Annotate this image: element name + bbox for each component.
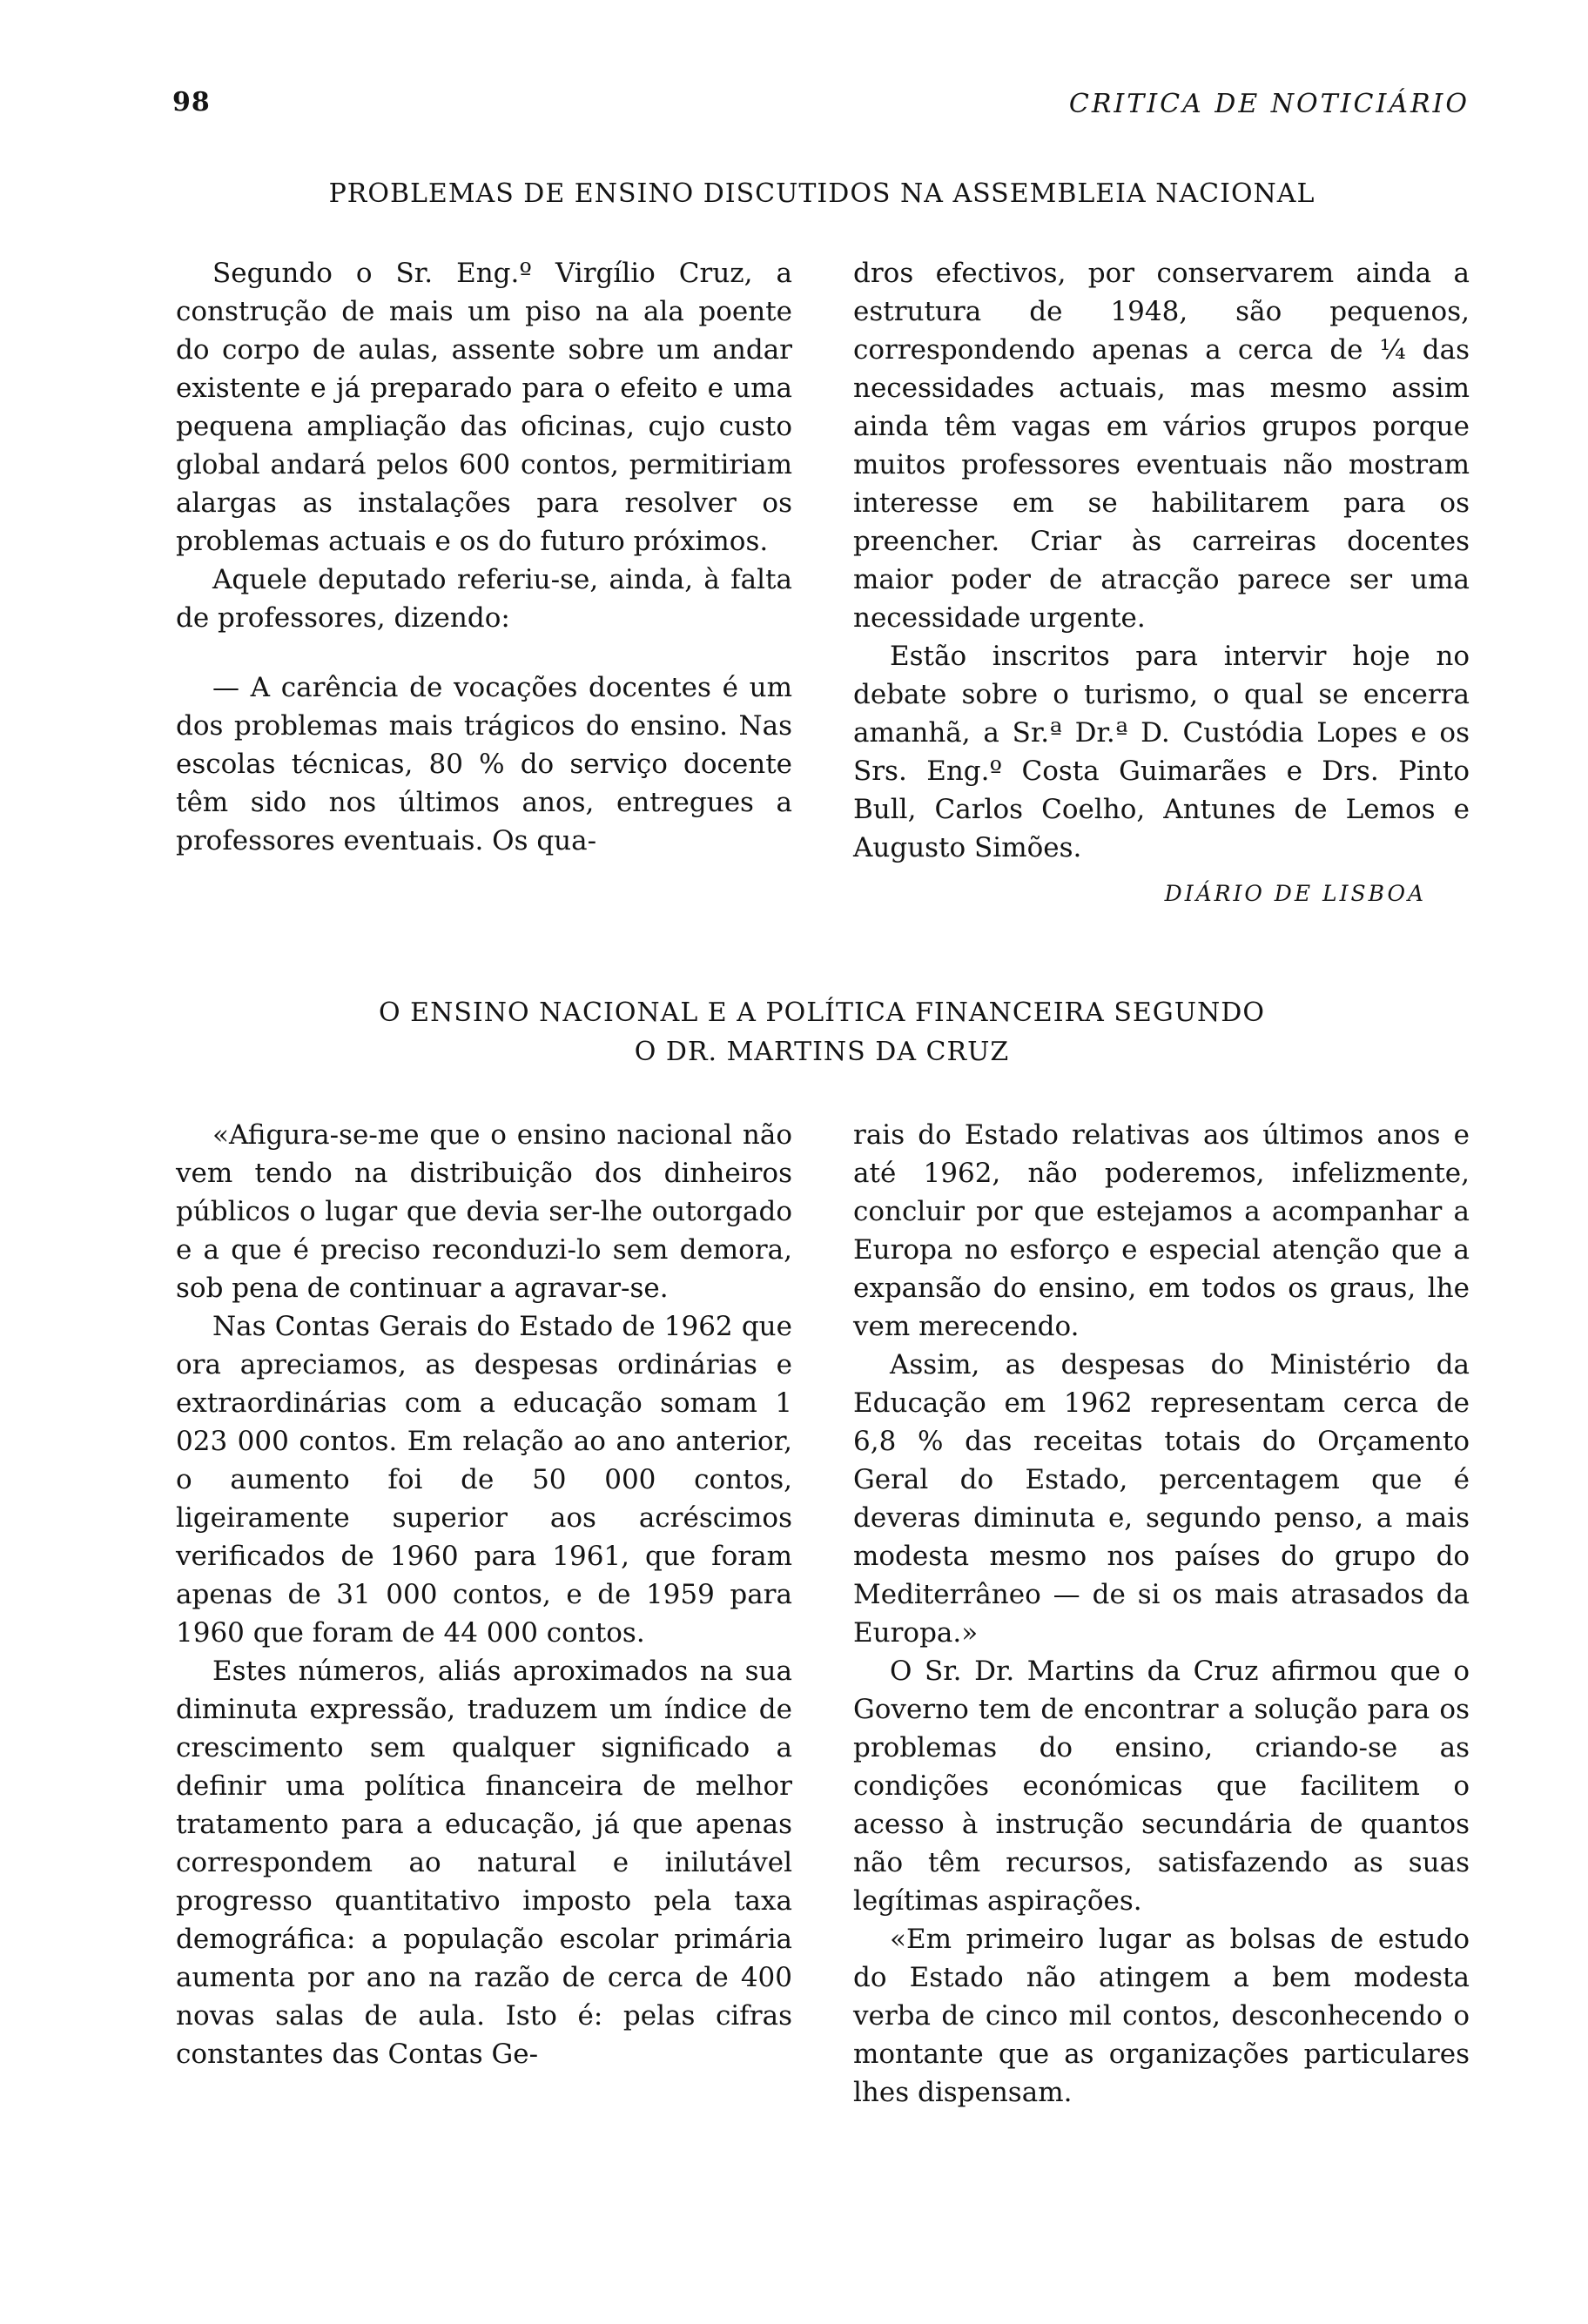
article-2-title-line-2: O DR. MARTINS DA CRUZ [634, 1037, 1010, 1067]
paragraph: Assim, as despesas do Ministério da Educação em 1962 representam cerca de 6,8 % das receitas totais do Orçamento Geral do Estado, percentagem que é deveras diminuta e, segundo penso, a mais modesta mesmo nos países do grupo do Mediterrâneo — de si os mais atrasados da Europa.» [853, 1349, 1470, 1649]
paragraph: Aquele deputado referiu-se, ainda, à falta de professores, dizendo: [176, 564, 792, 634]
article-2-title [174, 993, 1470, 1071]
paragraph: rais do Estado relativas aos últimos anos e até 1962, não poderemos, infelizmente, concluir por que estejamos a acompanhar a Europa no esforço e especial atenção que a expansão do ensino, em todos os graus, lhe vem merecendo. [853, 1119, 1470, 1342]
paragraph: — A carência de vocações docentes é um dos problemas mais trágicos do ensino. Nas escolas técnicas, 80 % do serviço docente têm sido nos últimos anos, entregues a professores eventuais. Os qua- [176, 672, 792, 856]
article-2-left-column [176, 1116, 792, 2073]
paragraph: «Em primeiro lugar as bolsas de estudo do Estado não atingem a bem modesta verba de cinco mil contos, desconhecendo o montante que as organizações particulares lhes dispensam. [853, 1924, 1470, 2108]
article-1-title: PROBLEMAS DE ENSINO DISCUTIDOS NA ASSEMBLEIA NACIONAL [328, 178, 1315, 209]
paragraph: Estes números, aliás aproximados na sua diminuta expressão, traduzem um índice de crescimento sem qualquer significado a definir uma política financeira de melhor tratamento para a educação, já que apenas correspondem ao natural e inilutável progresso quantitativo imposto pela taxa demográfica: a população escolar primária aumenta por ano na razão de cerca de 400 novas salas de aula. Isto é: pelas cifras constantes das Contas Ge- [176, 1656, 792, 2070]
paragraph: Segundo o Sr. Eng.º Virgílio Cruz, a construção de mais um piso na ala poente do corpo de aulas, assente sobre um andar existente e já preparado para o efeito e uma pequena ampliação das oficinas, cujo custo global andará pelos 600 contos, permitiriam alargas as instalações para resolver os problemas actuais e os do futuro próximos. [176, 258, 792, 557]
paragraph: O Sr. Dr. Martins da Cruz afirmou que o Governo tem de encontrar a solução para os problemas do ensino, criando-se as condições económicas que facilitem o acesso à instrução secundária de quantos não têm recursos, satisfazendo as suas legítimas aspirações. [853, 1656, 1470, 1917]
paragraph: «Afigura-se-me que o ensino nacional não vem tendo na distribuição dos dinheiros públicos o lugar que devia ser-lhe outorgado e a que é preciso reconduzi-lo sem demora, sob pena de continuar a agravar-se. [176, 1119, 792, 1304]
paragraph: dros efectivos, por conservarem ainda a estrutura de 1948, são pequenos, correspondendo apenas a cerca de ¼ das necessidades actuais, mas mesmo assim ainda têm vagas em vários grupos porque muitos professores eventuais não mostram interesse em se habilitarem para os preencher. Criar às carreiras docentes maior poder de atracção parece ser uma necessidade urgente. [853, 258, 1470, 634]
article-1-right-column [853, 254, 1470, 867]
paragraph: Estão inscritos para intervir hoje no debate sobre o turismo, o qual se encerra amanhã, a Sr.ª Dr.ª D. Custódia Lopes e os Srs. Eng.º Costa Guimarães e Drs. Pinto Bull, Carlos Coelho, Antunes de Lemos e Augusto Simões. [853, 641, 1470, 863]
paragraph: Nas Contas Gerais do Estado de 1962 que ora apreciamos, as despesas ordinárias e extraordinárias com a educação somam 1 023 000 contos. Em relação ao ano anterior, o aumento foi de 50 000 contos, ligeiramente superior aos acréscimos verificados de 1960 para 1961, que foram apenas de 31 000 contos, e de 1959 para 1960 que foram de 44 000 contos. [176, 1311, 792, 1649]
article-2-title-line-1: O ENSINO NACIONAL E A POLÍTICA FINANCEIRA SEGUNDO [379, 997, 1265, 1028]
article-1-left-column [176, 254, 792, 860]
page-number: 98 [172, 87, 211, 118]
article-1-source: DIÁRIO DE LISBOA [1164, 881, 1426, 906]
article-2-right-column [853, 1116, 1470, 2112]
running-title: CRITICA DE NOTICIÁRIO [1068, 89, 1470, 119]
